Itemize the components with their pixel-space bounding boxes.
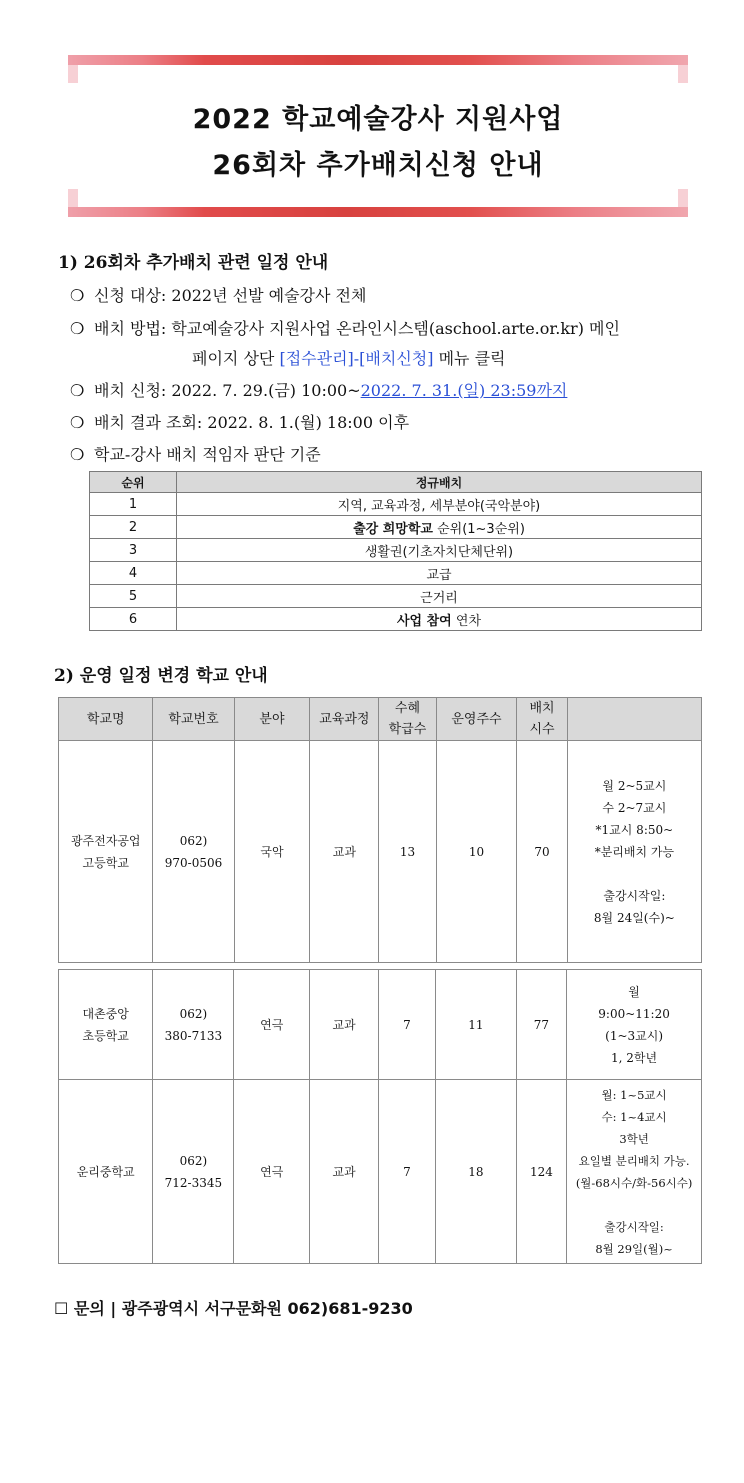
note-line: 월 2~5교시 bbox=[602, 778, 667, 793]
header-line: 학급수 bbox=[388, 722, 427, 737]
header-line: 배치 bbox=[529, 701, 555, 716]
bullet-text: 배치 결과 조회: 2022. 8. 1.(월) 18:00 이후 bbox=[94, 413, 410, 432]
criterion-emphasis: 출강 희망학교 bbox=[353, 521, 433, 537]
cell-line: 대촌중앙 bbox=[82, 1006, 129, 1021]
page-subtitle: 26회차 추가배치신청 안내 bbox=[212, 150, 544, 181]
curriculum-cell: 교과 bbox=[310, 970, 379, 1080]
contact-info: ☐ 문의 | 광주광역시 서구문화원 062)681-9230 bbox=[54, 1299, 413, 1318]
bullet-mark: ❍ bbox=[70, 319, 85, 338]
rank-cell: 6 bbox=[90, 608, 177, 631]
cell-line: 062) bbox=[179, 833, 208, 848]
bullet-apply bbox=[70, 378, 567, 401]
school-name-cell bbox=[59, 970, 153, 1080]
phone-cell bbox=[153, 1080, 234, 1264]
school-name-cell: 운리중학교 bbox=[59, 1080, 153, 1264]
note-line: 월: 1~5교시 bbox=[601, 1087, 667, 1102]
table-row bbox=[90, 539, 702, 562]
table-row bbox=[59, 970, 702, 1080]
bullet-text: 신청 대상: 2022년 선발 예술강사 전체 bbox=[94, 286, 367, 305]
criterion-cell bbox=[177, 516, 702, 539]
column-header bbox=[567, 698, 701, 741]
cell-line: 970-0506 bbox=[164, 855, 223, 870]
field-cell: 국악 bbox=[234, 741, 310, 963]
note-line: *분리배치 가능 bbox=[594, 844, 675, 859]
note-line: 9:00~11:20 bbox=[598, 1006, 670, 1021]
note-line: 수 2~7교시 bbox=[602, 800, 667, 815]
classes-cell: 13 bbox=[379, 741, 436, 963]
note-line: (월-68시수/화-56시수) bbox=[575, 1175, 693, 1190]
schedule-table-1 bbox=[58, 697, 702, 963]
note-cell bbox=[567, 741, 701, 963]
note-line: 출강시작일: bbox=[604, 1219, 664, 1234]
rank-cell: 2 bbox=[90, 516, 177, 539]
bullet-result bbox=[70, 410, 409, 433]
table-row bbox=[90, 585, 702, 608]
bullet-text: 메뉴 클릭 bbox=[433, 349, 506, 368]
title-corner bbox=[68, 65, 78, 83]
column-header: 학교번호 bbox=[153, 698, 234, 741]
criterion-cell bbox=[177, 608, 702, 631]
note-line: 1, 2학년 bbox=[611, 1050, 658, 1065]
column-header bbox=[517, 698, 567, 741]
field-cell: 연극 bbox=[234, 970, 310, 1080]
bullet-text: 페이지 상단 bbox=[192, 349, 280, 368]
criterion-text: 연차 bbox=[451, 613, 481, 629]
table-header-row bbox=[90, 472, 702, 493]
cell-line: 380-7133 bbox=[164, 1028, 223, 1043]
column-header: 학교명 bbox=[59, 698, 153, 741]
note-line: (1~3교시) bbox=[605, 1028, 664, 1043]
deadline-link[interactable]: 2022. 7. 31.(일) 23:59까지 bbox=[360, 381, 568, 400]
criterion-cell: 근거리 bbox=[177, 585, 702, 608]
title-top-bar bbox=[68, 55, 688, 65]
header-line: 수혜 bbox=[394, 701, 421, 716]
note-line: *1교시 8:50~ bbox=[595, 822, 674, 837]
note-cell bbox=[567, 970, 702, 1080]
classes-cell: 7 bbox=[378, 970, 435, 1080]
classes-cell: 7 bbox=[378, 1080, 435, 1264]
bullet-target bbox=[70, 283, 366, 306]
cell-line: 712-3345 bbox=[164, 1175, 223, 1190]
column-header: 순위 bbox=[90, 472, 177, 493]
column-header: 정규배치 bbox=[177, 472, 702, 493]
phone-cell bbox=[153, 741, 234, 963]
note-line: 8월 29일(월)~ bbox=[595, 1241, 673, 1256]
column-header: 교육과정 bbox=[310, 698, 379, 741]
curriculum-cell: 교과 bbox=[310, 1080, 379, 1264]
note-line: 3학년 bbox=[619, 1131, 649, 1146]
hours-cell: 70 bbox=[517, 741, 567, 963]
weeks-cell: 11 bbox=[436, 970, 517, 1080]
note-line: 출강시작일: bbox=[603, 888, 666, 903]
cell-line: 초등학교 bbox=[82, 1028, 129, 1043]
cell-line: 062) bbox=[179, 1153, 208, 1168]
menu-path: [접수관리]-[배치신청] bbox=[279, 349, 434, 368]
field-cell: 연극 bbox=[234, 1080, 310, 1264]
title-corner bbox=[678, 65, 688, 83]
table-row bbox=[90, 562, 702, 585]
rank-cell: 5 bbox=[90, 585, 177, 608]
bullet-method bbox=[70, 316, 620, 339]
criteria-table bbox=[89, 471, 702, 631]
bullet-method-continued bbox=[192, 346, 505, 369]
title-bottom-bar bbox=[68, 207, 688, 217]
note-cell bbox=[567, 1080, 702, 1264]
criterion-cell: 지역, 교육과정, 세부분야(국악분야) bbox=[177, 493, 702, 516]
bullet-criteria bbox=[70, 442, 321, 465]
hours-cell: 77 bbox=[516, 970, 566, 1080]
school-name-cell bbox=[59, 741, 153, 963]
curriculum-cell: 교과 bbox=[310, 741, 379, 963]
bullet-mark: ❍ bbox=[70, 445, 85, 464]
column-header: 분야 bbox=[234, 698, 310, 741]
bullet-text: 배치 신청: 2022. 7. 29.(금) 10:00~ bbox=[94, 381, 361, 400]
bullet-mark: ❍ bbox=[70, 413, 85, 432]
column-header bbox=[379, 698, 436, 741]
criterion-cell: 교급 bbox=[177, 562, 702, 585]
bullet-text: 학교-강사 배치 적임자 판단 기준 bbox=[94, 445, 321, 464]
bullet-mark: ❍ bbox=[70, 381, 85, 400]
phone-cell bbox=[153, 970, 234, 1080]
weeks-cell: 18 bbox=[436, 1080, 517, 1264]
weeks-cell: 10 bbox=[436, 741, 517, 963]
table-row bbox=[90, 516, 702, 539]
header-line: 시수 bbox=[529, 722, 555, 737]
cell-line: 062) bbox=[179, 1006, 208, 1021]
section2-heading: 2) 운영 일정 변경 학교 안내 bbox=[54, 666, 268, 686]
table-header-row bbox=[59, 698, 702, 741]
schedule-table-2 bbox=[58, 969, 702, 1264]
rank-cell: 3 bbox=[90, 539, 177, 562]
criterion-cell: 생활권(기초자치단체단위) bbox=[177, 539, 702, 562]
table-row bbox=[59, 1080, 702, 1264]
table-row bbox=[90, 493, 702, 516]
bullet-mark: ❍ bbox=[70, 286, 85, 305]
title-banner bbox=[68, 55, 688, 217]
rank-cell: 4 bbox=[90, 562, 177, 585]
rank-cell: 1 bbox=[90, 493, 177, 516]
cell-line: 고등학교 bbox=[82, 855, 129, 870]
section1-heading: 1) 26회차 추가배치 관련 일정 안내 bbox=[58, 253, 329, 273]
note-line: 8월 24일(수)~ bbox=[593, 910, 675, 925]
note-line: 월 bbox=[628, 984, 640, 999]
title-corner bbox=[68, 189, 78, 207]
bullet-text: 배치 방법: 학교예술강사 지원사업 온라인시스템(aschool.arte.or.kr) 메인 bbox=[94, 319, 620, 338]
page-title: 2022 학교예술강사 지원사업 bbox=[192, 104, 564, 135]
cell-line: 광주전자공업 bbox=[70, 833, 141, 848]
hours-cell: 124 bbox=[516, 1080, 566, 1264]
column-header: 운영주수 bbox=[436, 698, 517, 741]
criterion-text: 순위(1~3순위) bbox=[432, 521, 525, 537]
title-corner bbox=[678, 189, 688, 207]
note-line: 수: 1~4교시 bbox=[601, 1109, 667, 1124]
table-row bbox=[90, 608, 702, 631]
criterion-emphasis: 사업 참여 bbox=[396, 613, 452, 629]
table-row bbox=[59, 741, 702, 963]
note-line: 요일별 분리배치 가능. bbox=[578, 1153, 690, 1168]
